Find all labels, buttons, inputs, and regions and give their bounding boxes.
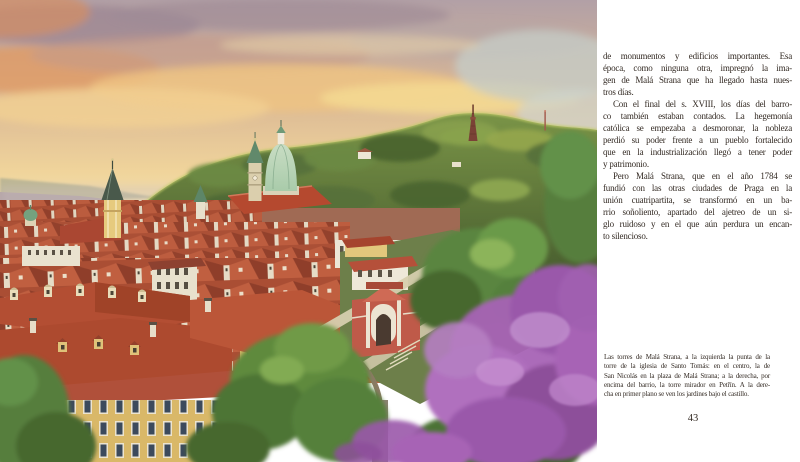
article-text: de monumentos y edificios importantes. Esa época, como ninguna otra, impregnó la ima- gen de Malá Strana que ha llegado hasta nues- tros días. Con el final del s. XVIII, los días del barro- co también estaban contados. La hegemonía católica se empezaba a desmoronar, la nobleza perdió su poder frente a un pueblo fortalecido que en la industrialización llegó a tener poder y patrimonio. Pero Malá Strana, que en el año 1784 se fundió con las otras ciudades de Praga en la unión cuatripartita, se transformó en un ba- rrio soñoliento, apartado del ajetreo de un si- glo ruidoso y en el que aún perdura un encan- to silencioso.: [603, 51, 792, 241]
photo-caption: Las torres de Malá Strana, a la izquierda la punta de la torre de la iglesia de Santo Tomás: en el centro, la de San Nicolás en la plaza de Malá Strana; a la derecha, por encima del barrio, la torre mirador en Petřín. A la dere- cha en primer plano se ven los jardines bajo el castillo.: [604, 353, 770, 399]
page-number: 43: [687, 413, 699, 424]
text-column: [603, 0, 793, 462]
